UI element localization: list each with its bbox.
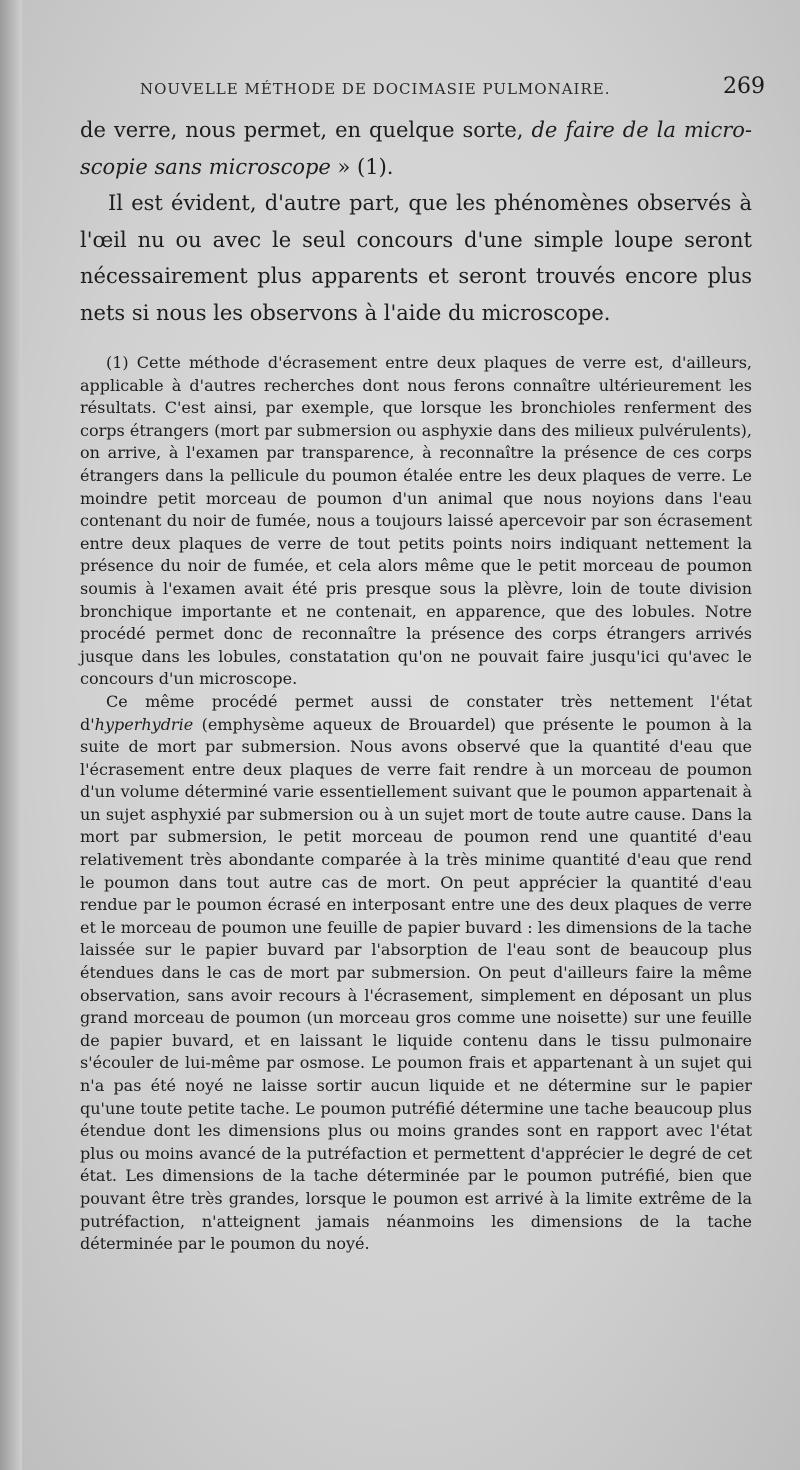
footnote-para2-end: (emphysème aqueux de Brouardel) que présente le poumon à la suite de mort par submersion. Nous avons observé que la quantité d'eau que l'écrasement entre deux plaques de verre fait rendre à un morceau de poumon d'un volume déterminé varie essentiellement suivant que le poumon appartenait à un sujet asphyxié par submersion ou à un sujet mort de toute autre cause. Dans la mort par submersion, le petit morceau de poumon rend une quantité d'eau relativement très abondante comparée à la très minime quantité d'eau que rend le poumon dans tout autre cas de mort. On peut apprécier la quantité d'eau rendue par le poumon écrasé en interposant entre une des deux plaques de verre et le morceau de poumon une feuille de papier buvard : les dimensions de la tache laissée sur le papier buvard par l'absorption de l'eau sont de beaucoup plus étendues dans le cas de mort par submersion. On peut d'ailleurs faire la même observation, sans avoir recours à l'écrasement, simplement en déposant un plus grand morceau de poumon (un morceau gros comme une noisette) sur une feuille de papier buvard, et en laissant le liquide contenu dans le tissu pulmonaire s'écouler de lui-même par osmose. Le poumon frais et appartenant à un sujet qui n'a pas été noyé ne laisse sortir aucun liquide et ne détermine sur le papier qu'une toute petite tache. Le poumon putréfié détermine une tache beaucoup plus étendue dont les dimensions plus ou moins grandes sont en rapport avec l'état plus ou moins avancé de la putréfaction et permettent d'apprécier le degré de cet état. Les dimensions de la tache déterminée par le poumon putréfié, bien que pouvant être très grandes, lorsque le poumon est arrivé à la limite extrême de la putréfaction, n'atteignent jamais néanmoins les dimensions de la tache déterminée par le poumon du noyé. [80,714,752,1254]
footnote-paragraph-1: (1) Cette méthode d'écrasement entre deux plaques de verre est, d'ailleurs, applicable à d'autres recherches dont nous ferons connaître ultérieurement les résultats. C'est ainsi, par exemple, que lorsque les bronchioles renferment des corps étrangers (mort par submersion ou asphyxie dans des milieux pulvérulents), on arrive, à l'examen par transparence, à reconnaître la présence de ces corps étrangers dans la pellicule du poumon étalée entre les deux plaques de verre. Le moindre petit morceau de poumon d'un animal que nous noyions dans l'eau contenant du noir de fumée, nous a toujours laissé apercevoir par son écrasement entre deux plaques de verre de tout petits points noirs indiquant nettement la présence du noir de fumée, et cela alors même que le petit morceau de poumon soumis à l'examen avait été pris presque sous la plèvre, loin de toute division bronchique importante et ne contenait, en apparence, que des lobules. Notre procédé permet donc de reconnaître la présence des corps étrangers arrivés jusque dans les lobules, constatation qu'on ne pouvait faire jusqu'ici qu'avec le concours d'un microscope. [80,353,752,689]
page-header [140,74,780,108]
main-para1-italic: de faire de la micro-scopie sans microscope [80,118,752,179]
footnote [80,352,752,1256]
running-title: NOUVELLE MÉTHODE DE DOCIMASIE PULMONAIRE. [140,80,611,98]
main-para1-start: de verre, nous permet, en quelque sorte, [80,118,532,142]
footnote-para2-italic: hyperhydrie [94,714,194,734]
page-number: 269 [723,74,765,99]
main-text [80,112,752,331]
footnote-para2-start: Ce même procédé permet aussi de constater très nettement l'état d' [80,691,752,734]
main-para1-end: » (1). [330,154,394,179]
main-paragraph-2: Il est évident, d'autre part, que les phénomènes observés à l'œil nu ou avec le seul concours d'une simple loupe seront nécessairement plus apparents et seront trouvés encore plus nets si nous les observons à l'aide du microscope. [80,191,752,325]
main-paragraph-continued [80,112,752,185]
footnote-paragraph-2 [80,691,752,1256]
page-spine-shadow [0,0,22,1470]
